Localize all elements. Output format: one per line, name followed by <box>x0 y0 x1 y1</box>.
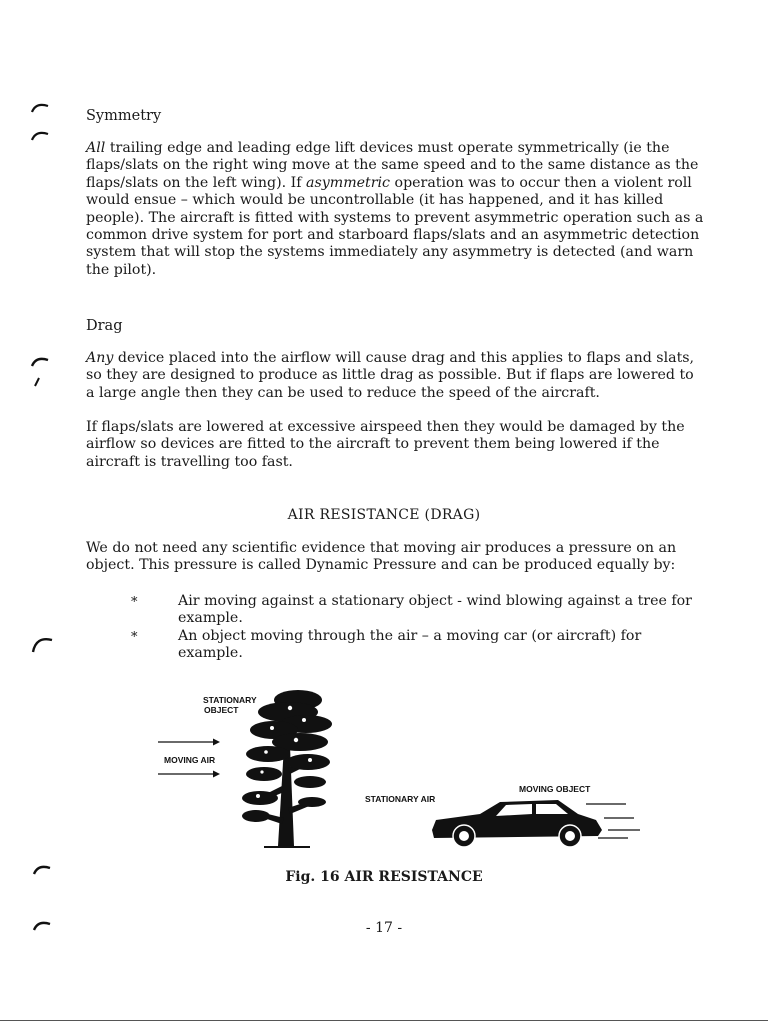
car-icon <box>428 796 642 852</box>
emphasis-text: asymmetric <box>305 174 391 191</box>
bullet-marker: * <box>131 595 138 610</box>
paragraph-text: operation was to occur then a violent roll would ensue – which would be uncontrollable (it has happened, and it has killed people). The aircraft is fitted with systems to prevent asymmetric operation such as a common drive system for port and starboard flaps/slats and an asymmetric detection system that will stop the systems immediately any asymmetry is detected (and warn the pilot). <box>86 174 704 278</box>
paragraph-air-resistance-intro: We do not need any scientific evidence that moving air produces a pressure on an object. This pressure is called Dynamic Pressure and can be produced equally by: <box>86 540 677 574</box>
section-title-air-resistance: AIR RESISTANCE (DRAG) <box>287 507 481 523</box>
page-edge-divider <box>0 1020 768 1021</box>
paragraph-drag-2: If flaps/slats are lowered at excessive airspeed then they would be damaged by the airflow so devices are fitted to the aircraft to prevent them being lowered if the aircraft is travelling too fast. <box>86 419 685 470</box>
margin-mark-icon <box>30 354 50 388</box>
emphasis-text: All <box>86 140 106 156</box>
section-heading-symmetry: Symmetry <box>86 108 162 124</box>
label-line: STATIONARY <box>203 695 257 705</box>
label-line: OBJECT <box>204 705 239 715</box>
label-moving-air: MOVING AIR <box>164 755 216 765</box>
bullet-item: Air moving against a stationary object - wind blowing against a tree for example. <box>178 593 692 627</box>
section-heading-drag: Drag <box>86 318 123 334</box>
label-stationary-air: STATIONARY AIR <box>365 794 436 804</box>
paragraph-text: device placed into the airflow will cause drag and this applies to flaps and slats, so they are designed to produce as little drag as possible. But if flaps are lowered to a large angle then they can be used to reduce the speed of the aircraft. <box>86 350 695 401</box>
emphasis-text: Any <box>86 350 114 366</box>
label-moving-object: MOVING OBJECT <box>519 784 591 794</box>
paragraph-drag-1 <box>86 350 706 402</box>
tree-icon <box>238 686 340 850</box>
bullet-marker: * <box>131 630 138 645</box>
margin-mark-icon <box>30 632 54 656</box>
page-number: - 17 - <box>365 920 403 936</box>
arrow-right-icon <box>157 737 221 747</box>
margin-mark-icon <box>30 128 50 142</box>
margin-mark-icon <box>30 100 50 114</box>
arrow-right-icon <box>157 769 221 779</box>
paragraph-symmetry <box>86 140 706 279</box>
bullet-item: An object moving through the air – a moving car (or aircraft) for example. <box>178 628 642 662</box>
paragraph-text: trailing edge and leading edge lift devices must operate symmetrically (ie the flaps/slats on the right wing move at the same speed and to the same distance as the flaps/slats on the left wing). If <box>86 140 699 191</box>
figure-caption: Fig. 16 AIR RESISTANCE <box>285 869 483 885</box>
